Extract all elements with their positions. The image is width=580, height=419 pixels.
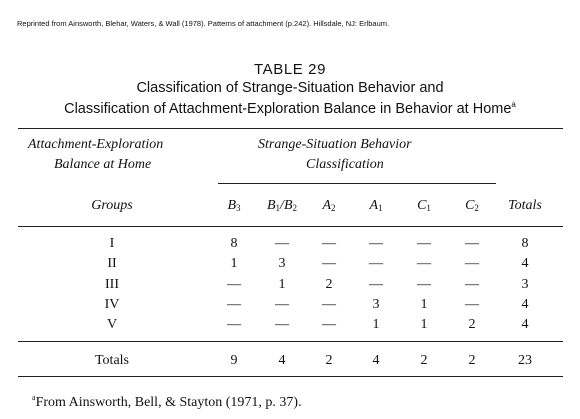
groups-header: Groups (91, 198, 133, 213)
table-cell: — (417, 236, 431, 251)
column-header-letter: B (266, 198, 276, 213)
footnote-mark: a (32, 393, 36, 402)
footnote-text: From Ainsworth, Bell, & Stayton (1971, p. 37). (35, 395, 302, 410)
bottom-rule (18, 376, 563, 377)
table-cell: — (275, 297, 289, 312)
span-rule (218, 183, 496, 184)
column-header-subscript: 1 (378, 203, 383, 213)
table-cell: — (322, 236, 336, 251)
table-cell: 3 (372, 297, 380, 312)
column-header-subscript: 1 (426, 203, 431, 213)
column-header-subscript: 2 (292, 203, 297, 213)
table-cell: 2 (325, 277, 333, 292)
column-header-letter: A (322, 198, 332, 213)
span-header-line-2: Classification (306, 157, 384, 172)
column-header-subscript: 3 (236, 203, 241, 213)
table-cell: — (227, 277, 241, 292)
header-rule (18, 226, 563, 227)
column-total: 4 (372, 353, 380, 368)
grand-total: 23 (518, 353, 532, 368)
column-header-letter: C (465, 198, 475, 213)
table-cell: — (417, 256, 431, 271)
table-cell: 1 (372, 317, 380, 332)
table-cell: 1 (420, 317, 428, 332)
row-group-label: III (105, 277, 119, 292)
column-header-subscript: 2 (331, 203, 336, 213)
row-total: 4 (521, 297, 529, 312)
table-cell: — (275, 317, 289, 332)
totals-rule (18, 341, 563, 342)
table-cell: — (227, 297, 241, 312)
totals-label: Totals (94, 353, 129, 368)
column-header-letter: B (227, 198, 237, 213)
column-header-slash: / (280, 198, 284, 213)
column-header-subscript: 1 (275, 203, 281, 213)
column-total: 2 (325, 353, 333, 368)
row-total: 4 (521, 317, 529, 332)
span-header-line-1: Strange-Situation Behavior (258, 137, 412, 152)
table-title-line-1: Classification of Strange-Situation Behavior and (136, 80, 444, 96)
table-cell: — (322, 297, 336, 312)
column-header-letter: C (417, 198, 427, 213)
table-cell: — (322, 256, 336, 271)
column-header-letter: B (283, 198, 293, 213)
table-cell: — (369, 236, 383, 251)
row-group-label: V (106, 317, 118, 332)
table-cell: 1 (278, 277, 286, 292)
table-cell: 3 (278, 256, 286, 271)
column-total: 2 (468, 353, 476, 368)
totals-header: Totals (508, 198, 542, 213)
credit-line: Reprinted from Ainsworth, Blehar, Waters, & Wall (1978). Patterns of attachment (p.242). Hillsdale, NJ: Erlbaum. (17, 19, 390, 28)
table-cell: — (227, 317, 241, 332)
table-cell: 1 (230, 256, 238, 271)
row-group-label: IV (104, 297, 120, 312)
row-total: 8 (521, 236, 529, 251)
column-total: 4 (278, 353, 286, 368)
table-cell: 2 (468, 317, 476, 332)
row-group-label: II (107, 256, 117, 271)
table-cell: — (322, 317, 336, 332)
table-cell: — (465, 236, 479, 251)
table-title-line-2-text: Classification of Attachment-Exploration Balance in Behavior at Home (64, 101, 512, 117)
row-total: 4 (521, 256, 529, 271)
table-cell: — (275, 236, 289, 251)
top-rule (18, 128, 563, 129)
column-header-letter: A (369, 198, 379, 213)
table-cell: — (369, 277, 383, 292)
table-cell: — (369, 256, 383, 271)
table-cell: 8 (230, 236, 238, 251)
column-total: 2 (420, 353, 428, 368)
footnote (32, 393, 302, 411)
table-title-line-2 (0, 100, 580, 117)
table-cell: — (465, 297, 479, 312)
table-cell: — (465, 256, 479, 271)
column-total: 9 (230, 353, 238, 368)
table-number: TABLE 29 (253, 61, 327, 78)
stub-header-line-1: Attachment-Exploration (28, 137, 164, 152)
column-header (442, 198, 502, 214)
table-cell: — (417, 277, 431, 292)
row-group-label: I (109, 236, 115, 251)
table-cell: 1 (420, 297, 428, 312)
title-footnote-mark: a (511, 100, 516, 109)
table-cell: — (465, 277, 479, 292)
column-header-subscript: 2 (474, 203, 479, 213)
stub-header-line-2: Balance at Home (54, 157, 152, 172)
row-total: 3 (521, 277, 529, 292)
